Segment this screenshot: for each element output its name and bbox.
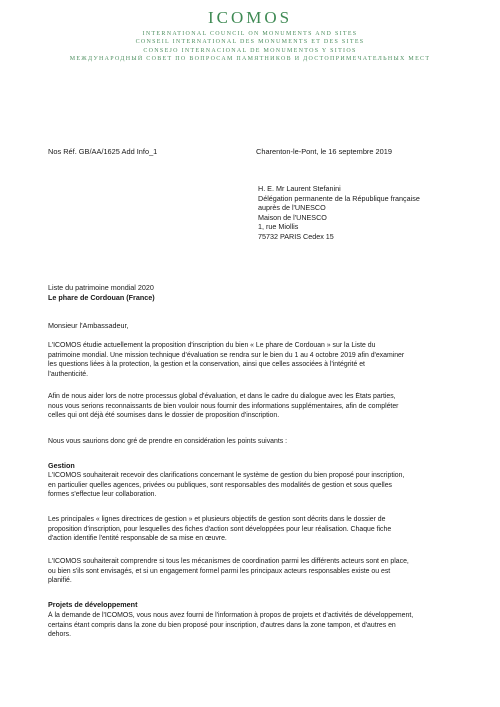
text-line: ou bien s'ils sont envisagés, et si un engagement formel parmi les principaux acteurs responsables existe ou est: [48, 567, 391, 575]
text-line: les questions liées à la protection, la gestion et la conservation, ainsi que celles associées à l'intégrité et: [48, 361, 365, 369]
text-line: nous vous serions reconnaissants de bien vouloir nous fournir des informations supplémentaires, afin de compléter: [48, 402, 399, 410]
paragraph-gestion-3: [48, 557, 456, 586]
text-line: certains étant compris dans la zone du bien proposé pour inscription, d'autres dans la zone tampon, et d'autres en: [48, 621, 396, 629]
text-line: À la demande de l'ICOMOS, vous nous avez fourni de l'information à propos de projets et d'activités de développement,: [48, 612, 414, 619]
address-line: H. E. Mr Laurent Stefanini: [258, 184, 341, 193]
organization-motto: [22, 30, 478, 64]
text-line: dehors.: [48, 631, 71, 639]
address-line: Maison de l'UNESCO: [258, 212, 327, 222]
text-line: patrimoine mondial. Une mission technique d'évaluation se rendra sur le bien du 1 au 4 octobre 2019 afin d'examiner: [48, 351, 405, 359]
text-line: L'ICOMOS étudie actuellement la proposition d'inscription du bien « Le phare de Cordouan » sur la Liste du: [48, 342, 376, 349]
text-line: Afin de nous aider lors de notre processus global d'évaluation, et dans le cadre du dialogue avec les États parties,: [48, 393, 396, 400]
text-line: formes s'effectue leur collaboration.: [48, 491, 157, 499]
icomos-logo: ICOMOS: [207, 8, 293, 27]
address-line: 75732 PARIS Cedex 15: [258, 231, 334, 241]
date-line: Charenton-le-Pont, le 16 septembre 2019: [256, 147, 392, 156]
motto-line: INTERNATIONAL COUNCIL ON MONUMENTS AND SITES: [142, 31, 358, 37]
text-line: L'ICOMOS souhaiterait recevoir des clarifications concernant le système de gestion du bien proposé pour inscription,: [48, 472, 405, 479]
text-line: Les principales « lignes directrices de gestion » et plusieurs objectifs de gestion sont décrits dans le dossier de: [48, 516, 386, 523]
text-line: d'action identifie l'entité responsable de sa mise en œuvre.: [48, 535, 227, 543]
motto-line: CONSEJO INTERNACIONAL DE MONUMENTOS Y SITIOS: [143, 47, 357, 54]
subject-line: Liste du patrimoine mondial 2020: [48, 283, 154, 292]
address-line: Délégation permanente de la République française: [258, 193, 420, 203]
paragraph-gestion-2: [48, 515, 456, 544]
text-line: planifié.: [48, 577, 72, 585]
text-line: proposition d'inscription, pour lesquelles des fiches d'action sont développées pour leur réalisation. Chaque fiche: [48, 525, 392, 533]
paragraph-intro: [48, 341, 456, 379]
paragraph-projets: [48, 611, 456, 640]
text-line: celles qui ont déjà été soumises dans le dossier de proposition d'inscription.: [48, 412, 280, 420]
subject-block: [48, 283, 155, 303]
address-line: auprès de l'UNESCO: [258, 203, 326, 213]
reference-number: Nos Réf. GB/AA/1625 Add Info_1: [48, 147, 158, 156]
section-heading-gestion: Gestion: [48, 461, 75, 470]
subject-title: Le phare de Cordouan (France): [48, 292, 155, 302]
paragraph-gestion-1: [48, 471, 456, 500]
recipient-address: [258, 184, 420, 242]
motto-line: CONSEIL INTERNATIONAL DES MONUMENTS ET DES SITES: [135, 39, 365, 46]
section-heading-projets: Projets de développement: [48, 600, 138, 609]
text-line: Nous vous saurions donc gré de prendre en considération les points suivants :: [48, 438, 288, 445]
text-line: en particulier quelles agences, privées ou publiques, sont responsables des modalités de gestion et sous quelles: [48, 481, 392, 489]
motto-line: МЕЖДУНАРОДНЫЙ СОВЕТ ПО ВОПРОСАМ ПАМЯТНИКОВ И ДОСТОПРИМЕЧАТЕЛЬНЫХ МЕСТ: [69, 56, 431, 63]
text-line: L'ICOMOS souhaiterait comprendre si tous les mécanismes de coordination parmi les différents acteurs sont en place,: [48, 558, 409, 565]
salutation: Monsieur l'Ambassadeur,: [48, 321, 129, 330]
paragraph-points: [48, 437, 456, 447]
paragraph-request: [48, 392, 456, 421]
address-line: 1, rue Miollis: [258, 222, 299, 232]
text-line: l'authenticité.: [48, 370, 89, 378]
